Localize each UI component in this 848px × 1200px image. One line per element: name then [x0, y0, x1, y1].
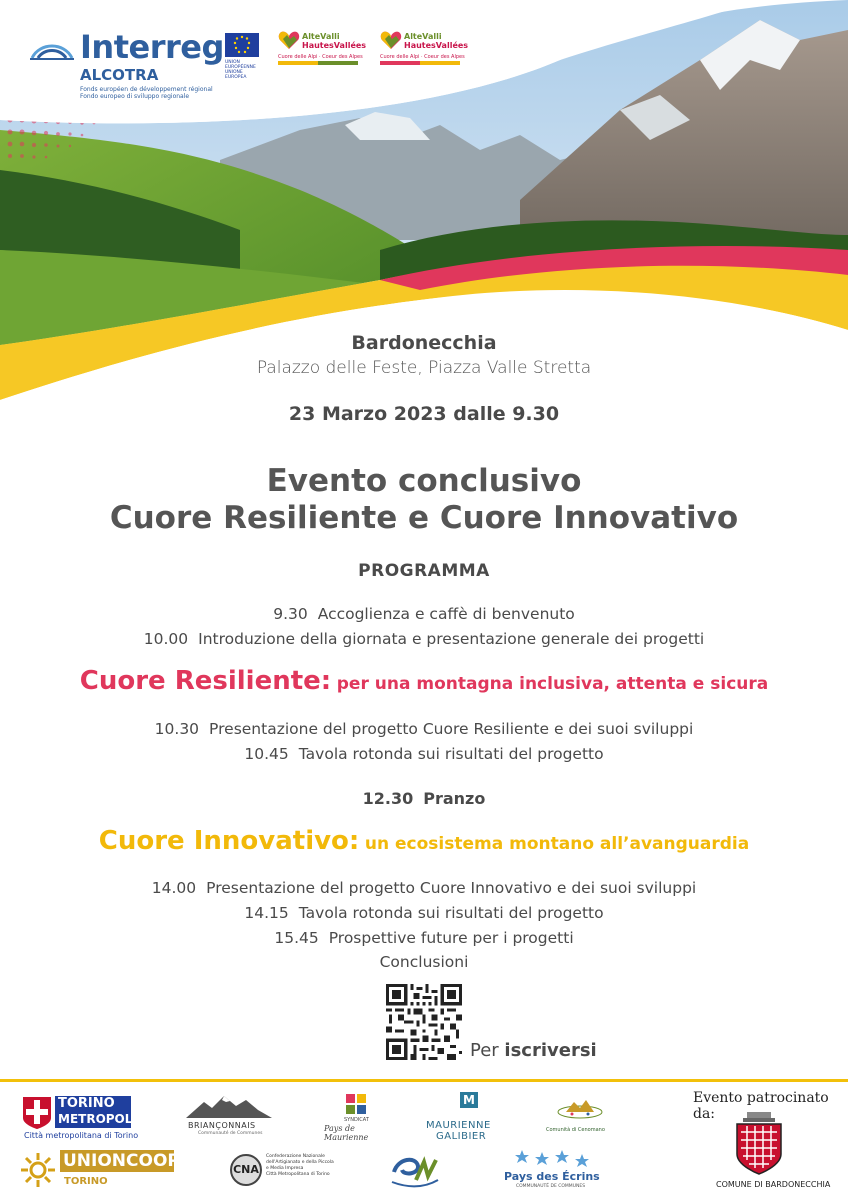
- brianconnais-sub: Communauté de Communes: [198, 1131, 263, 1136]
- program-time: 14.15: [244, 904, 289, 922]
- program-item: [0, 904, 848, 922]
- unioncoop-logo: [20, 1150, 180, 1194]
- eu-flag-icon: [225, 33, 259, 57]
- section-heading-innovativo: [0, 826, 848, 856]
- programma-heading: PROGRAMMA: [358, 561, 490, 581]
- maurienne-text: MAURIENNE: [426, 1120, 491, 1131]
- program-text: Prospettive future per i progetti: [328, 929, 574, 947]
- unioncoop-torino-text: TORINO: [64, 1176, 108, 1187]
- altevalli-text: AlteValli: [302, 32, 340, 41]
- maurienne-galibier-logo: [426, 1092, 512, 1144]
- galibier-text: GALIBIER: [436, 1131, 487, 1142]
- registration-label[interactable]: [470, 1040, 597, 1061]
- lunch-text: Pranzo: [423, 789, 486, 808]
- section-title: Cuore Resiliente:: [79, 666, 332, 696]
- cenomano-icon: [550, 1094, 610, 1124]
- section-heading-resiliente: [0, 666, 848, 696]
- altevalli-text: AlteValli: [404, 32, 442, 41]
- color-bar: [278, 61, 358, 65]
- cna-text: [266, 1154, 334, 1178]
- interreg-logo-text: Interreg: [80, 28, 224, 66]
- registration-qr-code[interactable]: [386, 984, 462, 1060]
- syndicat-text: SYNDICAT: [344, 1117, 369, 1123]
- cenomano-logo: [546, 1094, 616, 1140]
- torino-text: TORINO: [58, 1096, 115, 1111]
- program-time: 15.45: [274, 929, 319, 947]
- hautesvallees-text: HautesVallées: [404, 41, 469, 50]
- fund-line-it: Fondo europeo di sviluppo regionale: [80, 93, 190, 100]
- cna-circle-icon: CNA: [230, 1154, 262, 1186]
- evl-swirl-icon: [388, 1152, 442, 1190]
- altevalli-logo-2: [380, 30, 470, 70]
- program-time: 10.00: [143, 630, 189, 648]
- event-date: 23 Marzo 2023 dalle 9.30: [288, 403, 560, 425]
- registration-link-text: iscriversi: [504, 1040, 597, 1061]
- evl-logo: [388, 1152, 444, 1192]
- program-item: [0, 630, 848, 648]
- program-item: [0, 929, 848, 947]
- program-item: [0, 745, 848, 763]
- bardonecchia-coat-of-arms-icon: [733, 1110, 785, 1176]
- program-time: 10.45: [244, 745, 289, 763]
- event-title-line1: Evento conclusivo: [266, 463, 582, 499]
- cna-line: dell'Artigianato e della Piccola: [266, 1160, 334, 1165]
- torino-subtitle: Città metropolitana di Torino: [24, 1131, 139, 1140]
- pays-des-ecrins-logo: [504, 1148, 604, 1194]
- program-text: Presentazione del progetto Cuore Innovativo e dei suoi sviluppi: [206, 879, 697, 897]
- section-subtitle: un ecosistema montano all’avanguardia: [364, 834, 750, 854]
- program-time: 14.00: [151, 879, 197, 897]
- eu-label: [225, 60, 265, 80]
- ecrins-stars-icon: [512, 1148, 592, 1170]
- footer-divider: [0, 1079, 848, 1082]
- patronage-label: Evento patrocinato da:: [693, 1090, 829, 1122]
- pays-maurienne-text: Pays de Maurienne: [324, 1124, 369, 1142]
- alcotra-logo-text: ALCOTRA: [80, 66, 159, 84]
- maurienne-m-icon: M: [460, 1092, 478, 1108]
- event-venue: Palazzo delle Feste, Piazza Valle Stretta: [256, 358, 592, 378]
- program-item: [0, 879, 848, 897]
- program-text: Tavola rotonda sui risultati del progetto: [298, 745, 604, 763]
- syndicat-maurienne-logo: [322, 1092, 392, 1140]
- torino-shield-icon: [22, 1096, 52, 1130]
- program-text: Tavola rotonda sui risultati del progetto: [298, 904, 604, 922]
- cna-line: Città Metropolitana di Torino: [266, 1172, 330, 1177]
- mountain-icon: [186, 1094, 272, 1120]
- registration-prefix: Per: [470, 1040, 499, 1061]
- fund-line-fr: Fonds européen de développement régional: [80, 86, 213, 93]
- program-item: [0, 720, 848, 738]
- altevalli-logo-1: [278, 30, 368, 70]
- program-text: Introduzione della giornata e presentazione generale dei progetti: [198, 630, 705, 648]
- program-time: 10.30: [154, 720, 200, 738]
- program-closing: Conclusioni: [379, 953, 469, 971]
- interreg-wave-icon: [30, 38, 74, 62]
- metropoli-text: METROPOLI: [58, 1112, 137, 1126]
- cna-line: e Media Impresa: [266, 1166, 304, 1171]
- heart-icon: [278, 30, 300, 50]
- lunch-time: 12.30: [362, 789, 414, 808]
- comune-label: COMUNE DI BARDONECCHIA: [716, 1180, 831, 1189]
- lunch-item: [0, 789, 848, 808]
- program-time: 9.30: [273, 605, 308, 623]
- program-text: Accoglienza e caffè di benvenuto: [317, 605, 575, 623]
- torino-metropoli-logo: [22, 1094, 142, 1142]
- brianconnais-logo: [186, 1094, 276, 1138]
- eu-label-fr: UNION EUROPÉENNE: [225, 60, 256, 70]
- cuore-alpi-text: Cuore delle Alpi · Coeur des Alpes: [380, 54, 465, 60]
- event-title-line2: Cuore Resiliente e Cuore Innovativo: [109, 500, 739, 536]
- event-city: Bardonecchia: [351, 332, 497, 354]
- eu-label-it: UNIONE EUROPEA: [225, 70, 247, 80]
- cna-logo: [230, 1152, 350, 1192]
- heart-icon: [380, 30, 402, 50]
- cuore-alpi-text: Cuore delle Alpi · Coeur des Alpes: [278, 54, 363, 60]
- section-subtitle: per una montagna inclusiva, attenta e sicura: [336, 674, 769, 694]
- ecrins-text: Pays des Écrins: [504, 1170, 600, 1183]
- syndicat-star-icon: [344, 1092, 368, 1116]
- hautesvallees-text: HautesVallées: [302, 41, 367, 50]
- program-item: [0, 605, 848, 623]
- program-text: Presentazione del progetto Cuore Resiliente e dei suoi sviluppi: [209, 720, 694, 738]
- unioncoop-text: UNIONCOOP: [63, 1151, 180, 1171]
- color-bar: [380, 61, 460, 65]
- unioncoop-sun-icon: [20, 1152, 56, 1188]
- fund-text: [80, 86, 280, 100]
- ecrins-sub: COMMUNAUTÉ DE COMMUNES: [516, 1184, 586, 1189]
- brianconnais-text: BRIANÇONNAIS: [188, 1121, 256, 1130]
- cna-line: Confederazione Nazionale: [266, 1154, 325, 1159]
- section-title: Cuore Innovativo:: [98, 826, 360, 856]
- cenomano-text: Comunità di Cenomano: [546, 1127, 605, 1133]
